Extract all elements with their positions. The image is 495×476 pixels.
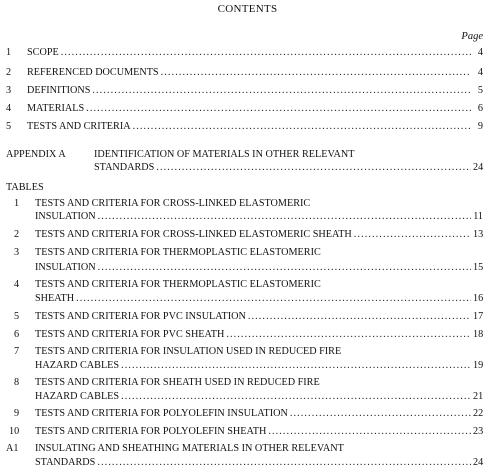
toc-entry-title: REFERENCED DOCUMENTS xyxy=(27,67,159,78)
dot-leader xyxy=(248,312,471,322)
toc-entry-page: 5 xyxy=(477,85,483,96)
tables-heading: TABLES xyxy=(6,182,44,193)
dot-leader xyxy=(98,263,471,273)
toc-entry-page: 21 xyxy=(473,391,484,402)
toc-entry-table-1[interactable] xyxy=(35,212,483,222)
dot-leader xyxy=(86,104,471,114)
toc-entry-table-3[interactable] xyxy=(35,263,483,273)
dot-leader xyxy=(61,48,471,58)
toc-entry-appendix-a[interactable] xyxy=(94,163,483,173)
toc-section-number: 2 xyxy=(6,67,12,78)
page-column-heading: Page xyxy=(461,31,483,42)
toc-section-number: 1 xyxy=(6,47,12,58)
toc-table-number: 1 xyxy=(14,198,20,209)
toc-table-number: A1 xyxy=(6,443,19,454)
toc-entry-title: HAZARD CABLES xyxy=(35,360,120,371)
dot-leader xyxy=(98,212,471,222)
toc-entry-title: TESTS AND CRITERIA FOR POLYOLEFIN INSULATION xyxy=(35,408,288,419)
dot-leader xyxy=(97,458,471,468)
toc-section-number: 4 xyxy=(6,103,12,114)
toc-entry-page: 17 xyxy=(473,311,484,322)
toc-section-number: 5 xyxy=(6,121,12,132)
toc-entry-title: SCOPE xyxy=(27,47,59,58)
toc-entry-title: TESTS AND CRITERIA FOR PVC SHEATH xyxy=(35,329,225,340)
dot-leader xyxy=(354,230,471,240)
toc-entry-title: SHEATH xyxy=(35,293,75,304)
toc-entry-page: 4 xyxy=(477,67,483,78)
toc-entry-page: 16 xyxy=(473,293,484,304)
dot-leader xyxy=(92,86,471,96)
dot-leader xyxy=(121,361,471,371)
toc-entry-page: 4 xyxy=(477,47,483,58)
toc-appendix-label: APPENDIX A xyxy=(6,149,66,160)
toc-entry-title: TESTS AND CRITERIA FOR POLYOLEFIN SHEATH xyxy=(35,426,267,437)
toc-table-title-line1[interactable]: TESTS AND CRITERIA FOR SHEATH USED IN REDUCED FIRE xyxy=(35,377,320,388)
toc-table-title-line1[interactable]: TESTS AND CRITERIA FOR CROSS-LINKED ELASTOMERIC xyxy=(35,198,311,209)
toc-table-title-line1[interactable]: TESTS AND CRITERIA FOR INSULATION USED IN REDUCED FIRE xyxy=(35,346,342,357)
toc-table-number: 3 xyxy=(14,247,20,258)
toc-entry-page: 11 xyxy=(473,211,483,222)
toc-table-number: 6 xyxy=(14,329,20,340)
toc-entry-title: INSULATION xyxy=(35,262,96,273)
toc-entry-title: HAZARD CABLES xyxy=(35,391,120,402)
toc-table-number: 10 xyxy=(9,426,20,437)
toc-table-number: 9 xyxy=(14,408,20,419)
toc-entry-tests-and-criteria[interactable] xyxy=(27,122,483,132)
toc-entry-scope[interactable] xyxy=(27,48,483,58)
toc-entry-title: STANDARDS xyxy=(35,457,96,468)
toc-entry-page: 13 xyxy=(473,229,484,240)
toc-entry-table-10[interactable] xyxy=(35,427,483,437)
toc-entry-title: TESTS AND CRITERIA FOR PVC INSULATION xyxy=(35,311,246,322)
toc-entry-table-5[interactable] xyxy=(35,312,483,322)
toc-entry-materials[interactable] xyxy=(27,104,483,114)
toc-entry-definitions[interactable] xyxy=(27,86,483,96)
dot-leader xyxy=(76,294,471,304)
dot-leader xyxy=(290,409,471,419)
toc-table-number: 5 xyxy=(14,311,20,322)
dot-leader xyxy=(121,392,471,402)
toc-entry-page: 22 xyxy=(473,408,484,419)
toc-table-title-line1[interactable]: INSULATING AND SHEATHING MATERIALS IN OTHER RELEVANT xyxy=(35,443,344,454)
dot-leader xyxy=(268,427,471,437)
toc-entry-referenced-documents[interactable] xyxy=(27,68,483,78)
toc-entry-title: INSULATION xyxy=(35,211,96,222)
toc-appendix-title-line1[interactable]: IDENTIFICATION OF MATERIALS IN OTHER RELEVANT xyxy=(94,149,355,160)
toc-table-number: 7 xyxy=(14,346,20,357)
toc-entry-table-a1[interactable] xyxy=(35,458,483,468)
dot-leader xyxy=(156,163,471,173)
toc-entry-page: 9 xyxy=(477,121,483,132)
toc-table-number: 2 xyxy=(14,229,20,240)
toc-table-number: 8 xyxy=(14,377,20,388)
toc-entry-table-4[interactable] xyxy=(35,294,483,304)
toc-entry-table-9[interactable] xyxy=(35,409,483,419)
toc-entry-table-2[interactable] xyxy=(35,230,483,240)
toc-table-title-line1[interactable]: TESTS AND CRITERIA FOR THERMOPLASTIC ELASTOMERIC xyxy=(35,247,321,258)
toc-entry-page: 15 xyxy=(473,262,484,273)
toc-table-number: 4 xyxy=(14,279,20,290)
toc-entry-title: STANDARDS xyxy=(94,162,155,173)
toc-entry-table-8[interactable] xyxy=(35,392,483,402)
toc-entry-page: 19 xyxy=(473,360,484,371)
toc-entry-page: 6 xyxy=(477,103,483,114)
toc-table-title-line1[interactable]: TESTS AND CRITERIA FOR THERMOPLASTIC ELASTOMERIC xyxy=(35,279,321,290)
toc-section-number: 3 xyxy=(6,85,12,96)
toc-entry-title: TESTS AND CRITERIA FOR CROSS-LINKED ELASTOMERIC SHEATH xyxy=(35,229,352,240)
toc-entry-title: MATERIALS xyxy=(27,103,85,114)
toc-entry-page: 23 xyxy=(473,426,484,437)
toc-entry-page: 24 xyxy=(473,162,484,173)
toc-entry-page: 24 xyxy=(473,457,484,468)
toc-entry-title: DEFINITIONS xyxy=(27,85,91,96)
toc-entry-title: TESTS AND CRITERIA xyxy=(27,121,131,132)
page-title: CONTENTS xyxy=(217,3,278,15)
dot-leader xyxy=(133,122,471,132)
dot-leader xyxy=(161,68,471,78)
toc-entry-table-6[interactable] xyxy=(35,330,483,340)
toc-entry-table-7[interactable] xyxy=(35,361,483,371)
dot-leader xyxy=(226,330,471,340)
toc-entry-page: 18 xyxy=(473,329,484,340)
